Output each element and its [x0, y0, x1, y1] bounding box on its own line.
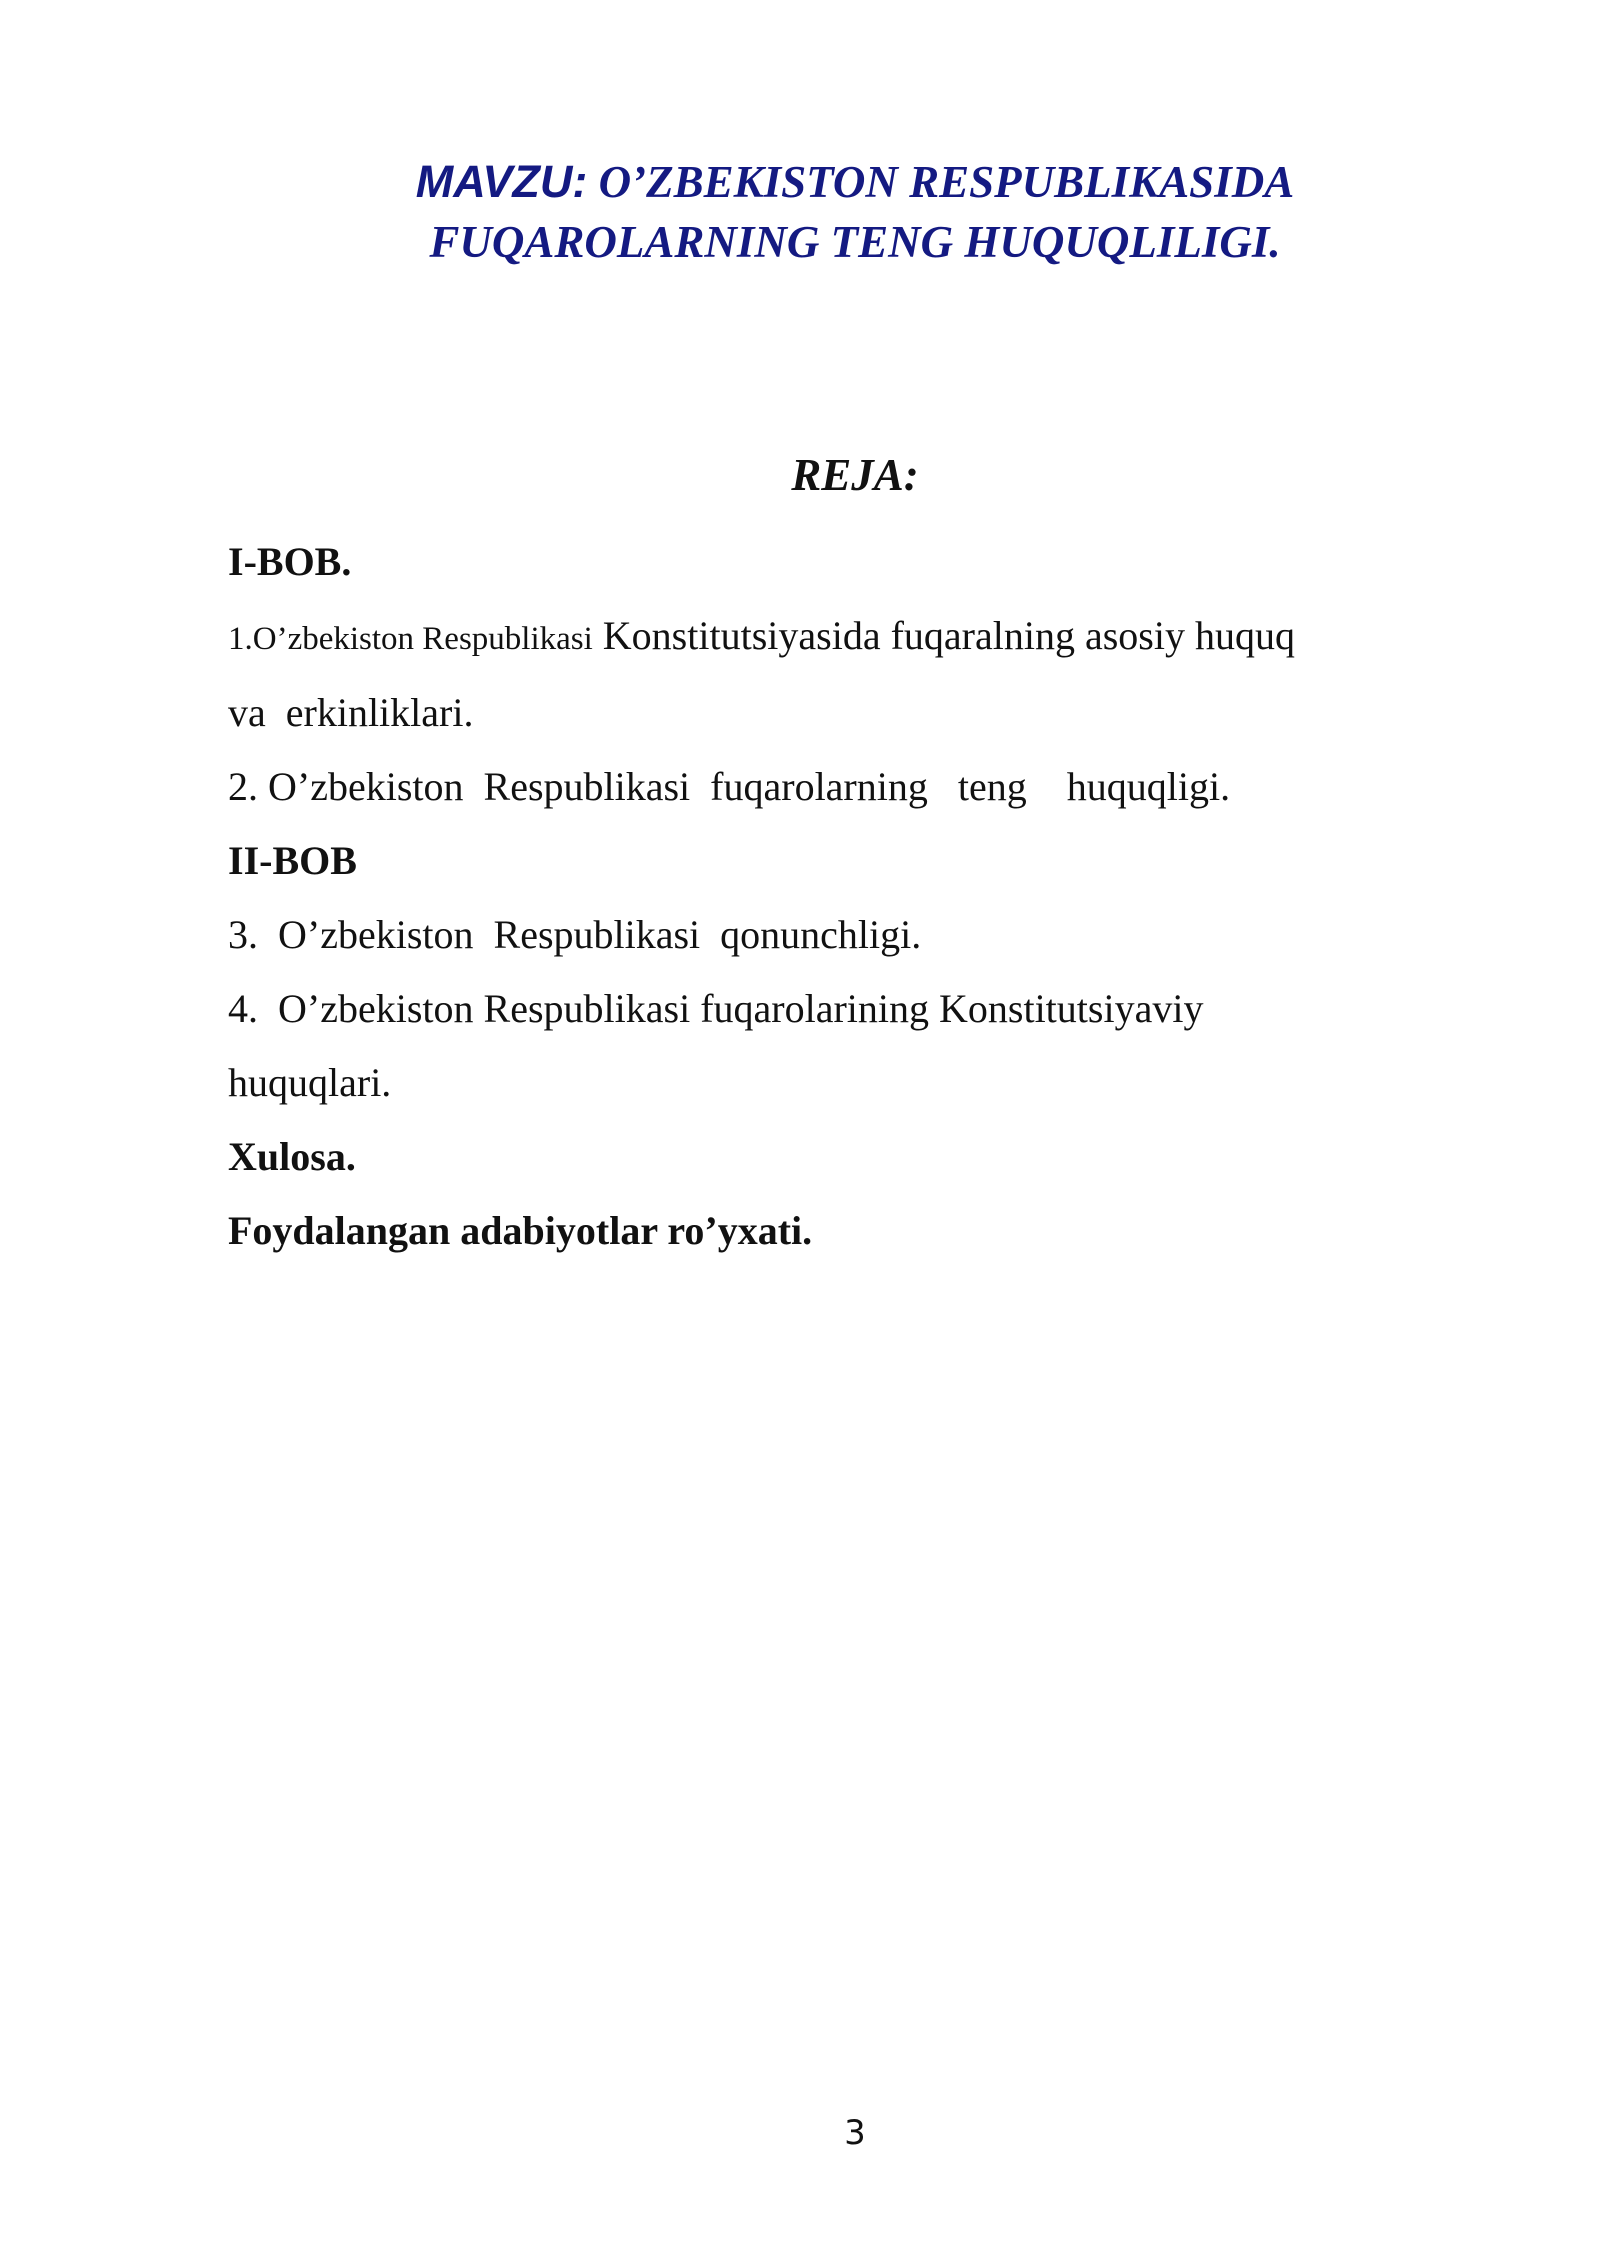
title-label: MAVZU: [415, 156, 588, 207]
plan-item-4-line-1 [228, 972, 1481, 1046]
plan-item-4-word-3: fuqarolarining [700, 986, 929, 1031]
title-text-1: O’ZBEKISTON RESPUBLIKASIDA [598, 157, 1295, 207]
plan-item-2 [228, 750, 1481, 824]
plan-item-2-text: O’zbekiston Respublikasi fuqarolarning teng huquqligi. [268, 764, 1231, 809]
plan-item-4-word-4: Konstitutsiyaviy [939, 986, 1204, 1031]
plan-item-4-line-2: huquqlari. [228, 1060, 392, 1105]
plan-item-1-line-2: va erkinliklari. [228, 690, 474, 735]
plan-item-1-word-2: fuqaralning [890, 613, 1075, 658]
plan-item-4-lead [228, 986, 474, 1031]
plan-item-4-word-1: O’zbekiston [278, 986, 474, 1031]
plan-heading: REJA: [791, 450, 919, 500]
plan-item-1-prefix: 1.O’zbekiston Respublikasi [228, 621, 593, 657]
references-heading: Foydalangan adabiyotlar ro’yxati. [228, 1208, 813, 1253]
plan-item-2-number: 2. [228, 764, 258, 809]
conclusion-heading: Xulosa. [228, 1134, 356, 1179]
plan-item-4-number: 4. [228, 986, 258, 1031]
plan-item-1-word-4: huquq [1194, 613, 1295, 658]
title-line-2: FUQAROLARNING TENG HUQUQLILIGI. [429, 217, 1281, 267]
plan-item-1-word-3: asosiy [1084, 613, 1185, 658]
chapter-1-heading: I-BOB. [228, 539, 352, 584]
page-number: 3 [844, 2113, 866, 2153]
title-line-1 [110, 152, 1600, 212]
document-title [0, 152, 1600, 272]
plan-list [228, 525, 1481, 1268]
chapter-2-heading: II-BOB [228, 838, 357, 883]
plan-item-4-word-2: Respublikasi [483, 986, 691, 1031]
plan-item-3: 3. O’zbekiston Respublikasi qonunchligi. [228, 912, 922, 957]
plan-item-1-word-1: Konstitutsiyasida [602, 613, 881, 658]
plan-item-1-line-1 [228, 599, 1481, 676]
